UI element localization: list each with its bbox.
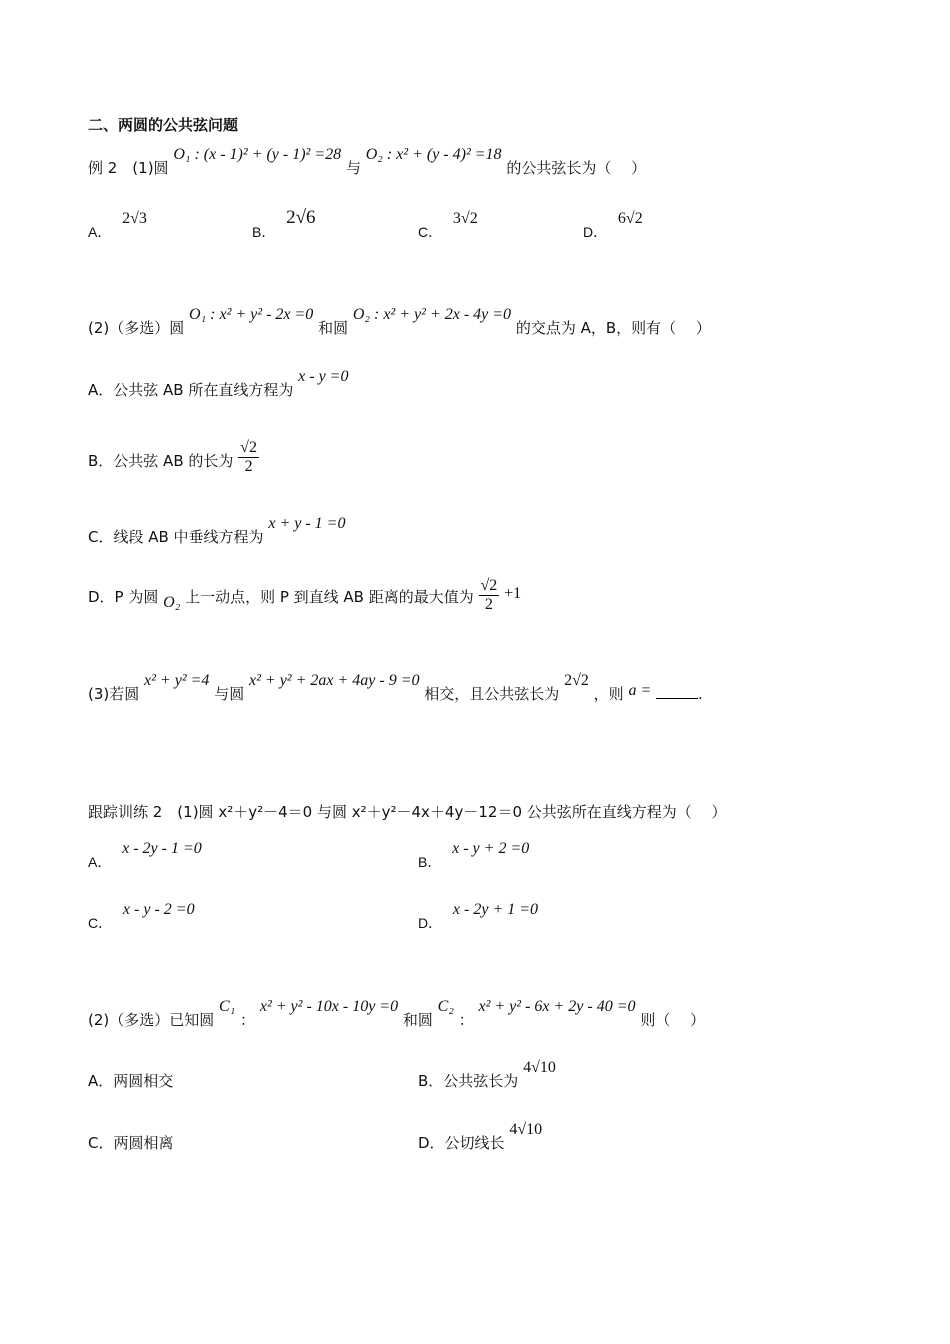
- tr2-p2-tail: 则（ ）: [640, 1011, 706, 1029]
- circle-label: O₂: [163, 594, 181, 611]
- option-label: D．公切线长: [418, 1134, 505, 1152]
- option-value: 3√2: [452, 210, 478, 227]
- tr2-p2-option-a[interactable]: A．两圆相交: [88, 1072, 174, 1090]
- ex2-p3-tail2: ，则: [593, 685, 624, 703]
- option-value: x - y - 2 =0: [122, 901, 195, 918]
- tr2-p2-lead: (2)（多选）已知圆: [88, 1011, 215, 1029]
- option-label: D．P 为圆: [88, 588, 159, 606]
- option-label: A．公共弦 AB 所在直线方程为: [88, 381, 294, 399]
- ex2-p1-question: [88, 146, 647, 179]
- ex2-p2-lead: (2)（多选）圆: [88, 319, 185, 337]
- ex2-p2-mid: 和圆: [318, 319, 349, 337]
- ex2-p3-mid: 与圆: [214, 685, 245, 703]
- option-value: 2√6: [286, 207, 316, 228]
- option-equation: x - y =0: [298, 368, 349, 385]
- ex2-p1-option-b[interactable]: [252, 207, 316, 242]
- option-value: 4√10: [509, 1121, 543, 1138]
- tr2-p2-circle1: x² + y² - 10x - 10y =0: [259, 998, 399, 1015]
- ex2-p1-circle2: O₂ : x² + (y - 4)² =18: [365, 146, 502, 163]
- tr2-p2-question: [88, 998, 706, 1031]
- tr2-p2-circle2: x² + y² - 6x + 2y - 40 =0: [478, 998, 636, 1015]
- fraction-numerator: √2: [240, 439, 257, 456]
- colon: ：: [458, 1011, 474, 1029]
- circle-c1-label: C₁: [219, 998, 236, 1015]
- ex2-p2-option-c[interactable]: [88, 515, 346, 548]
- ex2-p1-option-c[interactable]: [418, 210, 478, 243]
- ex2-p3-question: [88, 672, 703, 705]
- option-label: A．: [88, 854, 112, 870]
- option-label: D．: [418, 915, 443, 931]
- option-value: x - 2y + 1 =0: [452, 901, 539, 918]
- ex2-p2-option-a[interactable]: [88, 368, 349, 401]
- ex2-p3-circle2: x² + y² + 2ax + 4ay - 9 =0: [249, 672, 420, 689]
- tr2-p2-option-c[interactable]: C．两圆相离: [88, 1134, 174, 1152]
- option-fraction: [479, 577, 500, 614]
- option-label: B．公共弦 AB 的长为: [88, 452, 234, 470]
- option-label: B．: [252, 224, 276, 240]
- ex2-p2-question: [88, 306, 711, 339]
- tr2-p2-option-b[interactable]: [418, 1059, 556, 1092]
- ex2-p3-variable: a =: [628, 682, 652, 699]
- tr2-p2-mid: 和圆: [402, 1011, 433, 1029]
- ex2-p1-circle1: O₁ : (x - 1)² + (y - 1)² =28: [173, 146, 342, 163]
- ex2-p1-lead: 例 2 (1)圆: [88, 159, 169, 177]
- tr2-p1-option-a[interactable]: [88, 840, 202, 873]
- option-text: 上一动点，则 P 到直线 AB 距离的最大值为: [185, 588, 474, 606]
- option-label: B．: [418, 854, 442, 870]
- fraction-denominator: 2: [244, 458, 253, 475]
- ex2-p3-lead: (3)若圆: [88, 685, 140, 703]
- option-label: D．: [583, 224, 608, 240]
- tr2-p2-option-d[interactable]: [418, 1121, 543, 1154]
- section-title: 二、两圆的公共弦问题: [88, 116, 239, 134]
- option-label: C．: [418, 224, 443, 240]
- ex2-p1-option-d[interactable]: [583, 210, 643, 243]
- tr2-p1-question: 跟踪训练 2 (1)圆 x²＋y²－4＝0 与圆 x²＋y²－4x＋4y－12＝0 公共弦所在直线方程为（ ）: [88, 803, 727, 821]
- ex2-p1-option-a[interactable]: [88, 210, 147, 243]
- option-fraction: [238, 439, 259, 476]
- circle-c2-label: C₂: [437, 998, 454, 1015]
- fraction-denominator: 2: [484, 596, 493, 613]
- ex2-p2-tail: 的交点为 A，B，则有（ ）: [515, 319, 711, 337]
- ex2-p3-end: .: [698, 685, 703, 703]
- option-value: 2√3: [122, 210, 147, 227]
- ex2-p2-circle2: O₂ : x² + y² + 2x - 4y =0: [352, 306, 512, 323]
- tr2-p1-option-c[interactable]: [88, 901, 195, 934]
- ex2-p1-mid: 与: [345, 159, 361, 177]
- colon: ：: [240, 1011, 256, 1029]
- ex2-p2-option-d[interactable]: [88, 574, 521, 620]
- option-value: x - 2y - 1 =0: [122, 840, 202, 857]
- ex2-p1-tail: 的公共弦长为（ ）: [506, 159, 647, 177]
- option-value: 6√2: [617, 210, 643, 227]
- option-label: B．公共弦长为: [418, 1072, 519, 1090]
- option-value: x - y + 2 =0: [452, 840, 530, 857]
- answer-blank[interactable]: [656, 684, 698, 699]
- option-label: C．线段 AB 中垂线方程为: [88, 528, 264, 546]
- plus-one: +1: [504, 585, 522, 602]
- ex2-p2-circle1: O₁ : x² + y² - 2x =0: [189, 306, 314, 323]
- ex2-p2-option-b[interactable]: [88, 438, 259, 484]
- tr2-p1-option-d[interactable]: [418, 901, 539, 934]
- tr2-p1-option-b[interactable]: [418, 840, 530, 873]
- option-label: A．: [88, 224, 112, 240]
- fraction-numerator: √2: [480, 577, 498, 594]
- option-label: C．: [88, 915, 113, 931]
- ex2-p3-tail1: 相交，且公共弦长为: [424, 685, 560, 703]
- ex2-p3-circle1: x² + y² =4: [144, 672, 210, 689]
- option-value: 4√10: [523, 1059, 556, 1076]
- option-equation: x + y - 1 =0: [268, 515, 346, 532]
- ex2-p3-length: 2√2: [564, 672, 589, 689]
